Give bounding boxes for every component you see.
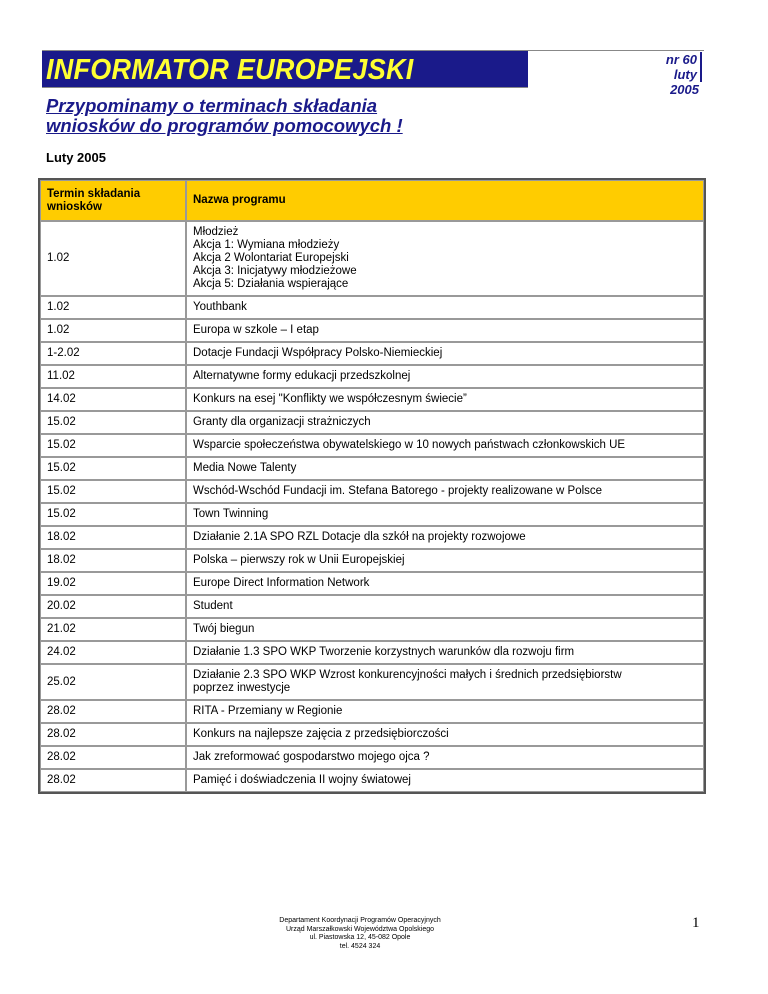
program-line: Konkurs na esej "Konflikty we współczesnym świecie” <box>193 393 467 405</box>
program-line: Student <box>193 600 233 612</box>
program-name <box>186 549 704 572</box>
footer-phone: tel. 4524 324 <box>339 942 381 950</box>
deadline-date: 1.02 <box>40 296 186 319</box>
page-number: 1 <box>692 915 700 931</box>
program-line: Town Twinning <box>193 508 269 520</box>
program-name <box>186 480 704 503</box>
table-row <box>40 503 704 526</box>
program-name <box>186 572 704 595</box>
program-name <box>186 641 704 664</box>
program-line: Wschód-Wschód Fundacji im. Stefana Batorego - projekty realizowane w Polsce <box>193 485 603 497</box>
table-row <box>40 769 704 792</box>
program-name <box>186 411 704 434</box>
program-name <box>186 319 704 342</box>
table-row <box>40 457 704 480</box>
table-row <box>40 480 704 503</box>
program-line: Europe Direct Information Network <box>193 577 370 589</box>
deadline-date: 15.02 <box>40 480 186 503</box>
deadline-date: 28.02 <box>40 769 186 792</box>
program-name <box>186 457 704 480</box>
table-row <box>40 641 704 664</box>
table-header-row <box>40 180 704 221</box>
deadline-date: 25.02 <box>40 664 186 700</box>
table-row <box>40 572 704 595</box>
program-line: Wsparcie społeczeństwa obywatelskiego w 10 nowych państwach członkowskich UE <box>193 439 626 451</box>
deadline-date: 20.02 <box>40 595 186 618</box>
table-row <box>40 746 704 769</box>
issue-month: luty <box>666 67 702 82</box>
deadline-date: 1-2.02 <box>40 342 186 365</box>
program-line: Młodzież <box>193 226 239 238</box>
table-row <box>40 723 704 746</box>
issue-number: nr 60 <box>666 52 702 67</box>
footer <box>240 917 480 951</box>
program-name <box>186 503 704 526</box>
deadline-date: 15.02 <box>40 457 186 480</box>
program-line: Konkurs na najlepsze zajęcia z przedsiębiorczości <box>193 728 449 740</box>
program-name <box>186 434 704 457</box>
program-line: Akcja 2 Wolontariat Europejski <box>193 252 349 264</box>
program-name <box>186 723 704 746</box>
table-row <box>40 618 704 641</box>
deadline-date: 18.02 <box>40 549 186 572</box>
deadline-date: 21.02 <box>40 618 186 641</box>
footer-office: Urząd Marszałkowski Województwa Opolskiego <box>285 925 435 933</box>
deadline-date: 28.02 <box>40 723 186 746</box>
program-name <box>186 664 704 700</box>
program-line: Pamięć i doświadczenia II wojny światowej <box>193 774 411 786</box>
table-row <box>40 411 704 434</box>
deadline-date: 15.02 <box>40 434 186 457</box>
table-row <box>40 549 704 572</box>
table-row <box>40 296 704 319</box>
deadline-date: 1.02 <box>40 319 186 342</box>
program-line: Działanie 1.3 SPO WKP Tworzenie korzystnych warunków dla rozwoju firm <box>193 646 575 658</box>
program-line: Alternatywne formy edukacji przedszkolnej <box>193 370 411 382</box>
program-name <box>186 296 704 319</box>
program-name <box>186 700 704 723</box>
deadline-date: 18.02 <box>40 526 186 549</box>
deadline-date: 15.02 <box>40 503 186 526</box>
deadline-date: 11.02 <box>40 365 186 388</box>
footer-department: Departament Koordynacji Programów Operacyjnych <box>279 917 441 924</box>
subtitle-line-1: Przypominamy o terminach składania <box>46 95 378 116</box>
header-program: Nazwa programu <box>186 180 704 221</box>
header-rule <box>528 50 704 51</box>
program-name <box>186 365 704 388</box>
program-line: Akcja 1: Wymiana młodzieży <box>193 239 340 251</box>
footer-address: ul. Piastowska 12, 45-082 Opole <box>309 934 411 941</box>
table-row <box>40 221 704 296</box>
banner-title: INFORMATOR EUROPEJSKI <box>46 54 414 86</box>
program-line: Europa w szkole – I etap <box>193 324 319 336</box>
table-row <box>40 342 704 365</box>
issue-info <box>666 52 702 97</box>
program-line: Dotacje Fundacji Współpracy Polsko-Niemieckiej <box>193 347 443 359</box>
program-line: Działanie 2.3 SPO WKP Wzrost konkurencyjności małych i średnich przedsiębiorstw <box>193 669 622 681</box>
program-name <box>186 342 704 365</box>
month-label: Luty 2005 <box>46 150 106 165</box>
program-name <box>186 526 704 549</box>
table-row <box>40 365 704 388</box>
program-line: RITA - Przemiany w Regionie <box>193 705 343 717</box>
program-name <box>186 221 704 296</box>
deadline-date: 1.02 <box>40 221 186 296</box>
table-row <box>40 700 704 723</box>
deadline-date: 19.02 <box>40 572 186 595</box>
page-subtitle <box>46 96 506 136</box>
program-line: poprzez inwestycje <box>193 682 291 694</box>
program-line: Granty dla organizacji strażniczych <box>193 416 371 428</box>
deadline-date: 28.02 <box>40 700 186 723</box>
table-row <box>40 595 704 618</box>
program-name <box>186 595 704 618</box>
program-name <box>186 746 704 769</box>
program-line: Jak zreformować gospodarstwo mojego ojca ? <box>193 751 430 763</box>
deadline-date: 24.02 <box>40 641 186 664</box>
program-name <box>186 769 704 792</box>
subtitle-line-2: wniosków do programów pomocowych ! <box>46 115 403 136</box>
table-row <box>40 664 704 700</box>
header-deadline: Termin składania wniosków <box>40 180 186 221</box>
program-line: Akcja 3: Inicjatywy młodzieżowe <box>193 265 357 277</box>
table-row <box>40 388 704 411</box>
program-line: Youthbank <box>193 301 247 313</box>
deadline-date: 14.02 <box>40 388 186 411</box>
table-row <box>40 434 704 457</box>
deadline-date: 15.02 <box>40 411 186 434</box>
program-name <box>186 618 704 641</box>
program-line: Media Nowe Talenty <box>193 462 297 474</box>
program-name <box>186 388 704 411</box>
deadlines-table <box>38 178 706 794</box>
table-row <box>40 526 704 549</box>
table-body <box>40 221 704 792</box>
issue-year: 2005 <box>670 82 699 97</box>
program-line: Działanie 2.1A SPO RZL Dotacje dla szkół na projekty rozwojowe <box>193 531 526 543</box>
program-line: Polska – pierwszy rok w Unii Europejskiej <box>193 554 405 566</box>
table-row <box>40 319 704 342</box>
deadline-date: 28.02 <box>40 746 186 769</box>
program-line: Akcja 5: Działania wspierające <box>193 278 349 290</box>
header-banner <box>42 50 528 88</box>
program-line: Twój biegun <box>193 623 255 635</box>
